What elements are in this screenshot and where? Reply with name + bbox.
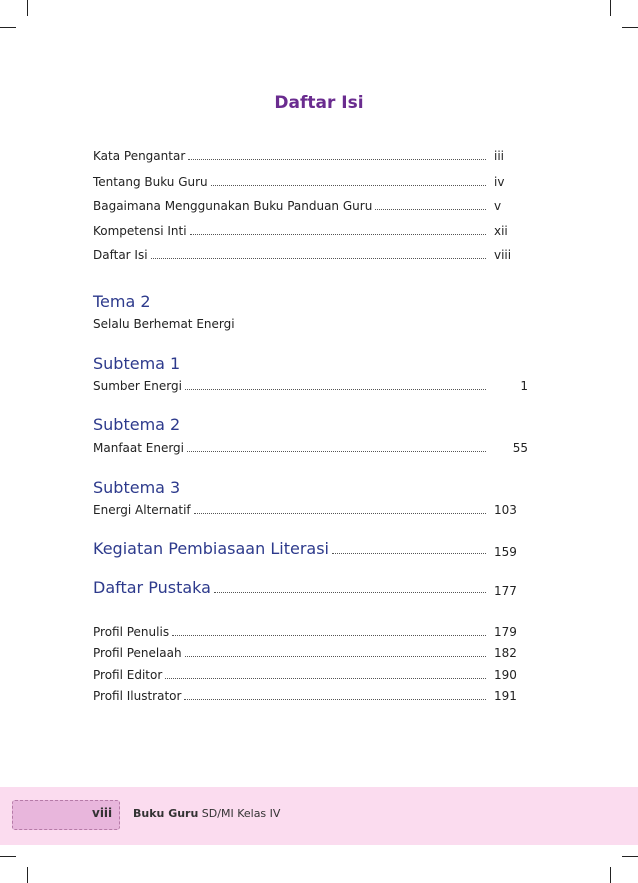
dot-leader (188, 159, 486, 160)
page-number: viii (92, 806, 113, 820)
dot-leader (165, 678, 486, 679)
toc-entry-page: 103 (494, 503, 517, 517)
toc-entry-page: iii (494, 149, 505, 163)
toc-entry[interactable] (93, 667, 528, 683)
toc-entry[interactable] (93, 645, 528, 661)
toc-entry-page: xii (494, 224, 508, 238)
dot-leader (375, 209, 486, 210)
crop-mark (0, 856, 16, 857)
crop-mark (0, 27, 16, 28)
footer-book-title (133, 807, 280, 820)
crop-mark (27, 867, 28, 883)
toc-entry[interactable] (93, 688, 528, 704)
toc-entry[interactable] (93, 148, 528, 164)
toc-entry-page: 190 (494, 668, 517, 682)
toc-entry-label: Tentang Buku Guru (93, 175, 208, 189)
toc-entry-page: 55 (512, 441, 528, 455)
dot-leader (185, 389, 486, 390)
dot-leader (194, 513, 486, 514)
tema-subtitle: Selalu Berhemat Energi (93, 317, 235, 331)
toc-entry[interactable] (93, 174, 528, 190)
toc-entry-label: Energi Alternatif (93, 503, 191, 517)
toc-entry-page: v (494, 199, 502, 213)
dot-leader (187, 451, 486, 452)
toc-entry-label: Kegiatan Pembiasaan Literasi (93, 539, 329, 558)
toc-entry-page: 191 (494, 689, 517, 703)
toc-entry[interactable] (93, 378, 528, 394)
crop-mark (610, 867, 611, 883)
dot-leader (151, 258, 486, 259)
toc-entry[interactable] (93, 502, 528, 518)
toc-entry-label: Daftar Pustaka (93, 578, 211, 597)
dot-leader (332, 553, 486, 554)
toc-entry-page: 1 (520, 379, 528, 393)
crop-mark (610, 0, 611, 16)
toc-entry-label: Profil Penulis (93, 625, 170, 639)
toc-entry-label: Sumber Energi (93, 379, 182, 393)
toc-entry-page: 159 (494, 545, 517, 559)
toc-entry-pustaka[interactable] (93, 577, 528, 599)
toc-entry-label: Kata Pengantar (93, 149, 186, 163)
toc-entry[interactable] (93, 247, 528, 263)
dot-leader (184, 699, 486, 700)
toc-entry-label: Daftar Isi (93, 248, 148, 262)
toc-entry-page: 177 (494, 584, 517, 598)
dot-leader (214, 592, 486, 593)
toc-entry[interactable] (93, 223, 528, 239)
toc-entry-label: Manfaat Energi (93, 441, 185, 455)
toc-entry-label: Profil Editor (93, 668, 163, 682)
toc-entry-label: Profil Ilustrator (93, 689, 182, 703)
toc-entry[interactable] (93, 440, 528, 456)
crop-mark (622, 27, 638, 28)
crop-mark (27, 0, 28, 16)
toc-entry-page: viii (494, 248, 512, 262)
toc-entry-literasi[interactable] (93, 538, 528, 560)
subtema-heading: Subtema 3 (93, 478, 181, 497)
toc-entry[interactable] (93, 198, 528, 214)
dot-leader (185, 656, 486, 657)
dot-leader (190, 234, 486, 235)
toc-entry-page: iv (494, 175, 505, 189)
page-title: Daftar Isi (274, 93, 364, 113)
toc-entry-label: Bagaimana Menggunakan Buku Panduan Guru (93, 199, 373, 213)
dot-leader (172, 635, 486, 636)
tema-heading: Tema 2 (93, 292, 151, 311)
toc-entry-page: 179 (494, 625, 517, 639)
subtema-heading: Subtema 1 (93, 354, 181, 373)
toc-entry-label: Kompetensi Inti (93, 224, 187, 238)
subtema-heading: Subtema 2 (93, 415, 181, 434)
dot-leader (211, 185, 486, 186)
toc-entry[interactable] (93, 624, 528, 640)
crop-mark (622, 856, 638, 857)
toc-entry-page: 182 (494, 646, 517, 660)
footer-book-bold: Buku Guru (133, 807, 199, 820)
footer-book-rest: SD/MI Kelas IV (198, 807, 281, 820)
toc-entry-label: Profil Penelaah (93, 646, 182, 660)
